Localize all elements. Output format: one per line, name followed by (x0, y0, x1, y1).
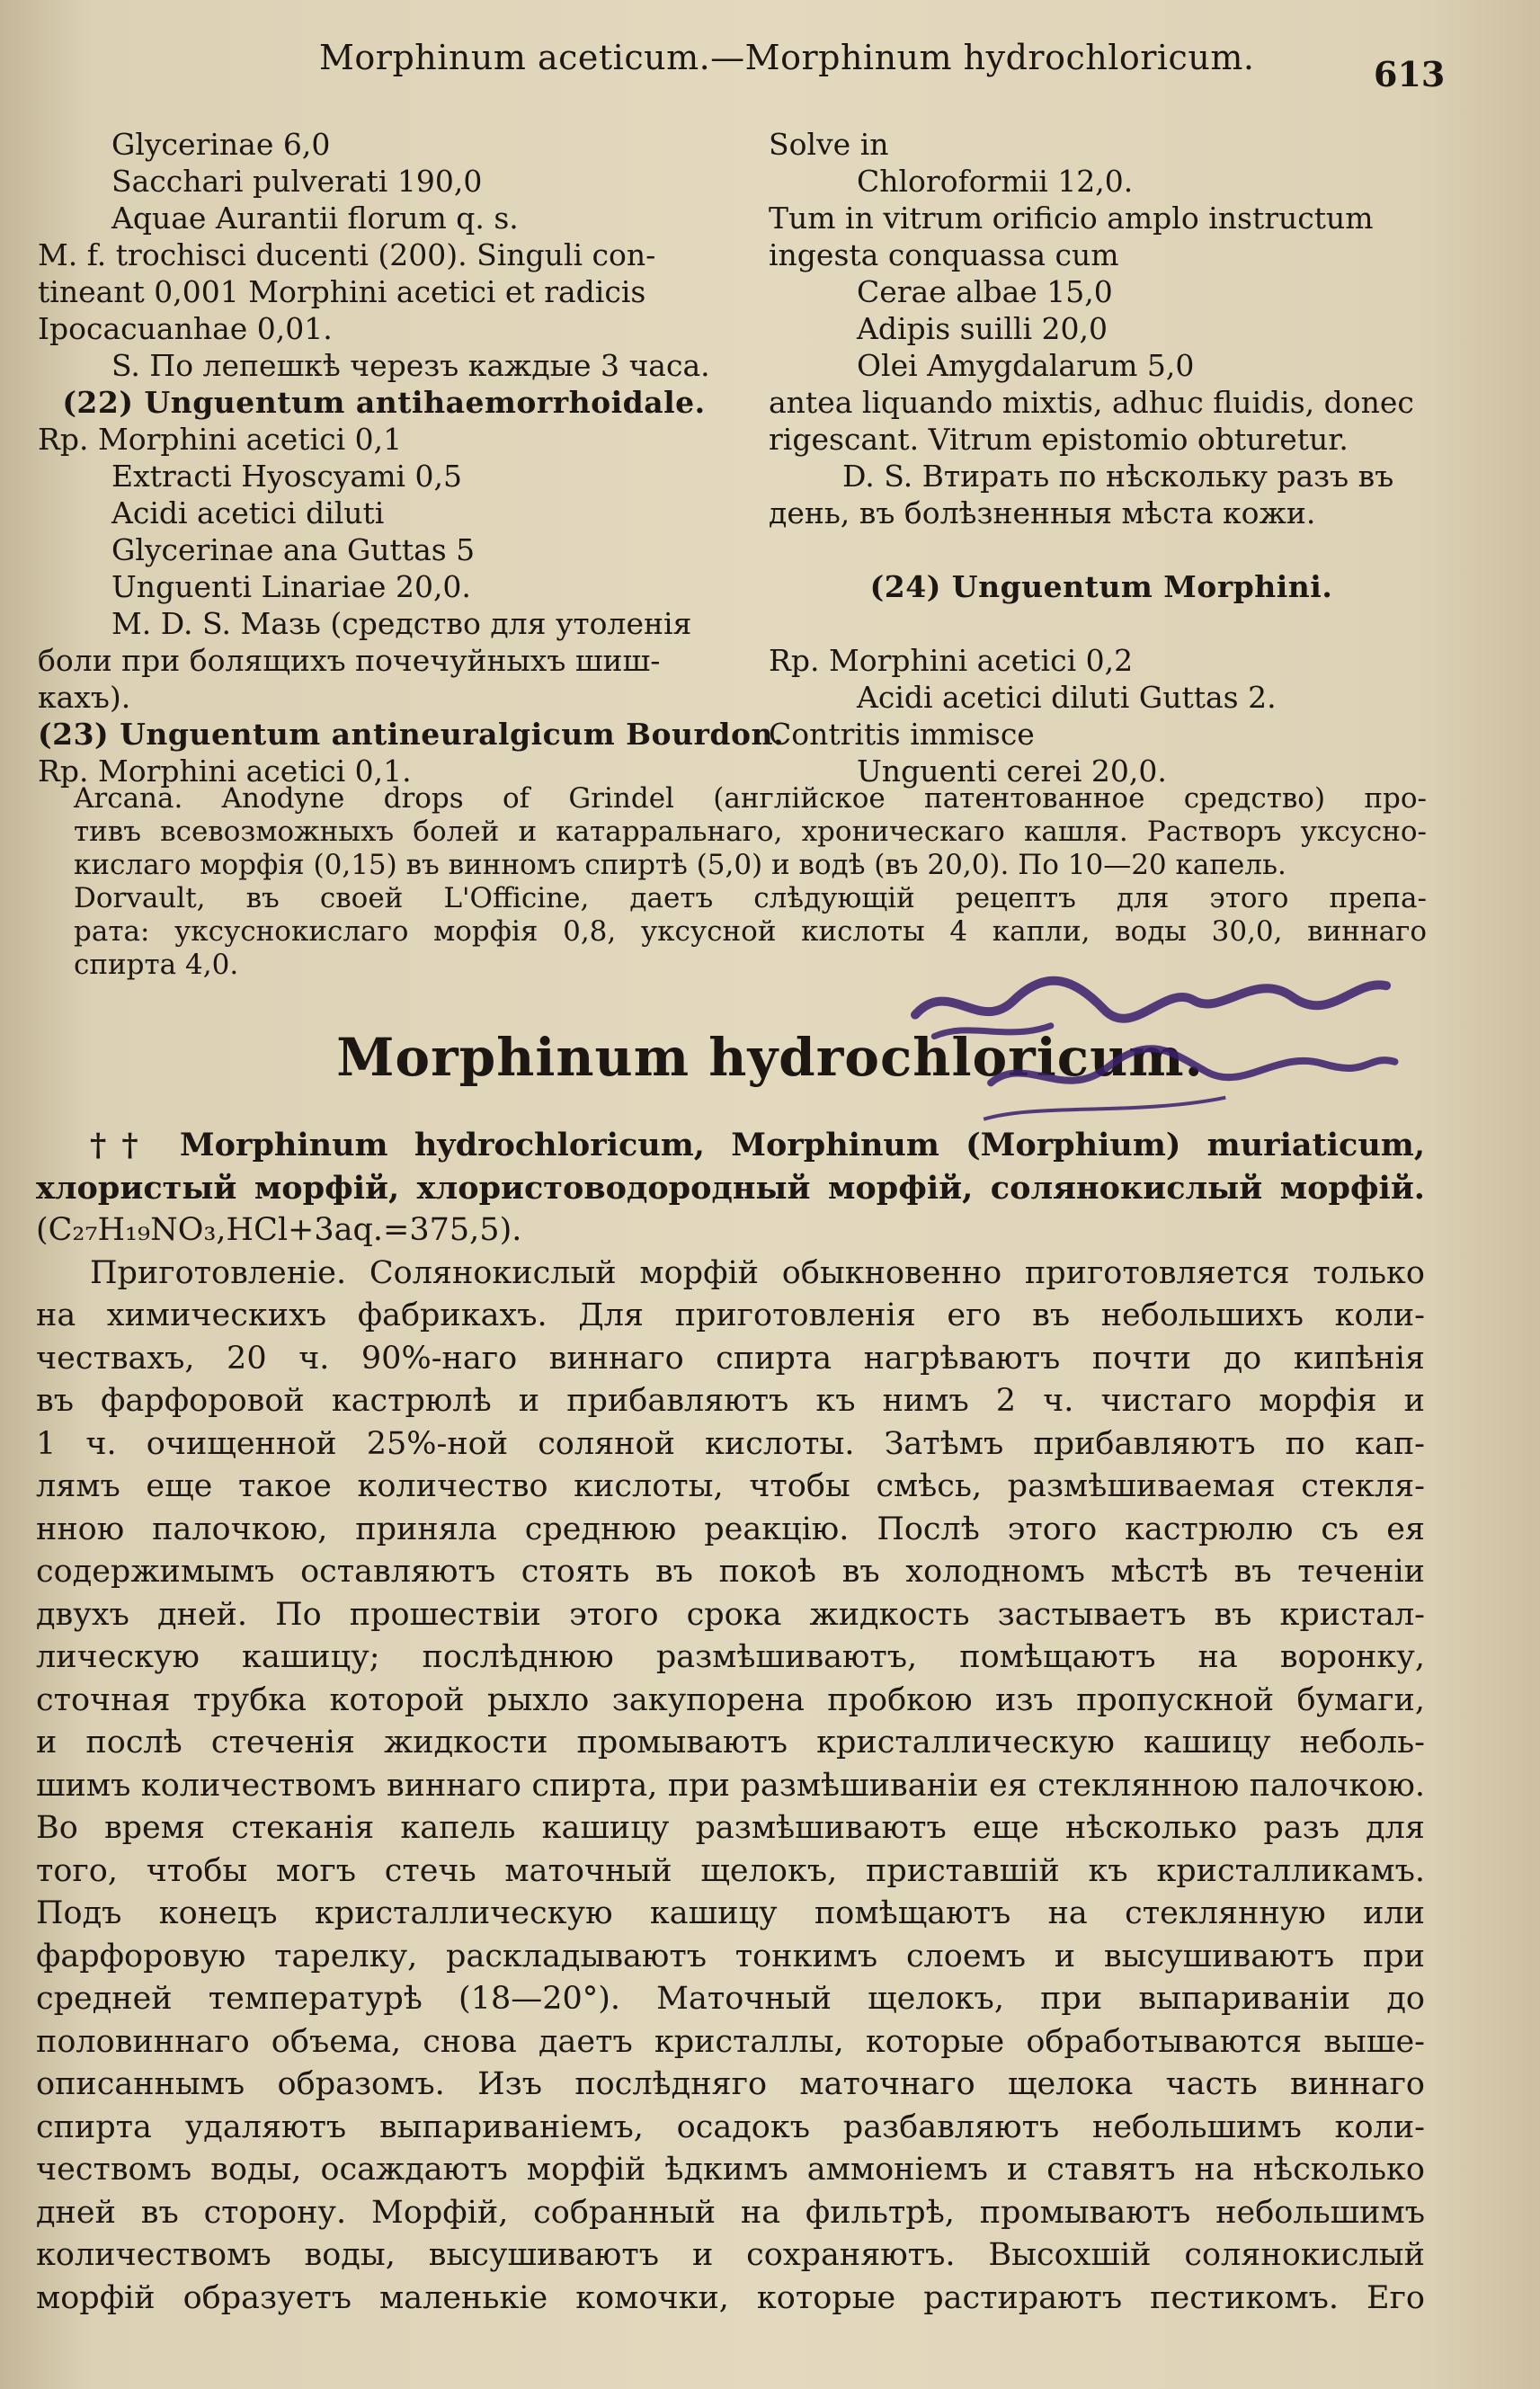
left_column-line: Aquae Aurantii florum q. s. (111, 201, 519, 236)
body-line: двухъ дней. По прошествіи этого срока жидкость застываетъ въ кристал- (36, 1596, 1425, 1633)
body-line: †† Morphinum hydrochloricum, Morphinum (Morphium) muriaticum, (90, 1127, 1425, 1163)
left_column-line: Unguenti Linariae 20,0. (111, 569, 471, 604)
right_column-line: Solve in (769, 127, 889, 162)
left_column-line: Ipocacuanhae 0,01. (38, 311, 333, 346)
body-line: Приготовленіе. Солянокислый морфій обыкновенно приготовляется только (90, 1254, 1425, 1291)
right_column-line: antea liquando mixtis, adhuc fluidis, donec (769, 385, 1414, 420)
right_column-line: день, въ болѣзненныя мѣста кожи. (769, 495, 1316, 530)
right_column-line: rigescant. Vitrum epistomio obturetur. (769, 422, 1349, 457)
body-line: хлористый морфій, хлористоводородный морфій, солянокислый морфій. (36, 1169, 1425, 1207)
right_column-line: Rp. Morphini acetici 0,2 (769, 643, 1134, 678)
body-line: Во время стеканія капель кашицу размѣшиваютъ еще нѣсколько разъ для (36, 1810, 1425, 1846)
left_column-line: M. D. S. Мазь (средство для утоленія (111, 606, 692, 641)
arcana-line: тивъ всевозможныхъ болей и катарральнаго, хроническаго кашля. Растворъ уксусно- (74, 816, 1427, 848)
body-line: лямъ еще такое количество кислоты, чтобы смѣсь, размѣшиваемая стекля- (36, 1468, 1425, 1504)
right_column-line (769, 605, 1434, 642)
right_column-line: Adipis suilli 20,0 (857, 311, 1108, 346)
body-line: половиннаго объема, снова даетъ кристаллы, которые обработываются выше- (36, 2023, 1425, 2060)
left_column-line: Glycerinae ana Guttas 5 (111, 532, 476, 567)
left_column-line: Acidi acetici diluti (111, 495, 385, 530)
body-line: въ фарфоровой кастрюлѣ и прибавляютъ къ нимъ 2 ч. чистаго морфія и (36, 1383, 1425, 1419)
page-number: 613 (1374, 54, 1446, 94)
body-line: спирта удаляютъ выпариваніемъ, осадокъ разбавляютъ небольшимъ коли- (36, 2108, 1425, 2145)
body-line: того, чтобы могъ стечь маточный щелокъ, приставшій къ кристалликамъ. (36, 1852, 1425, 1889)
left_column-line: (22) Unguentum antihaemorrhoidale. (62, 385, 706, 420)
left_column-line: (23) Unguentum antineuralgicum Bourdon. (38, 717, 784, 752)
right_column-line: Cerae albae 15,0 (857, 274, 1113, 309)
left_column-line: Rp. Morphini acetici 0,1. (38, 753, 412, 789)
body-line: описаннымъ образомъ. Изъ послѣдняго маточнаго щелока часть виннаго (36, 2066, 1425, 2102)
body-line: морфій образуетъ маленькіе комочки, которые растираютъ пестикомъ. Его (36, 2279, 1425, 2316)
right_column-line: Chloroformii 12,0. (857, 164, 1134, 199)
arcana-line: спирта 4,0. (74, 949, 239, 981)
body-line: 1 ч. очищенной 25%-ной соляной кислоты. Затѣмъ прибавляютъ по кап- (36, 1425, 1425, 1462)
body-line: лическую кашицу; послѣднюю размѣшиваютъ, помѣщаютъ на воронку, (36, 1639, 1425, 1675)
left-column (38, 126, 784, 789)
body-line: шимъ количествомъ виннаго спирта, при размѣшиваніи ея стеклянною палочкою. (36, 1767, 1425, 1804)
left_column-line: Sacchari pulverati 190,0 (111, 164, 483, 199)
right_column-line: ingesta conquassa cum (769, 237, 1119, 272)
left_column-line: Glycerinae 6,0 (111, 127, 331, 162)
left_column-line: Rp. Morphini acetici 0,1 (38, 422, 403, 457)
right-column (769, 126, 1434, 789)
right_column-line: Acidi acetici diluti Guttas 2. (857, 680, 1277, 715)
body-line: чествахъ, 20 ч. 90%-наго виннаго спирта нагрѣваютъ почти до кипѣнія (36, 1340, 1425, 1377)
arcana-line: Dorvault, въ своей L'Officine, даетъ слѣдующій рецептъ для этого препа- (74, 882, 1427, 914)
left_column-line: tineant 0,001 Morphini acetici et radicis (38, 274, 646, 309)
body-line: сточная трубка которой рыхло закупорена пробкою изъ пропускной бумаги, (36, 1681, 1425, 1718)
arcana-line: рата: уксуснокислаго морфія 0,8, уксусной кислоты 4 капли, воды 30,0, виннаго (74, 915, 1427, 948)
body-text (36, 1124, 1425, 2320)
arcana-line: Arcana. Anodyne drops of Grindel (англійское патентованное средство) про- (74, 782, 1427, 815)
body-line: чествомъ воды, осаждаютъ морфій ѣдкимъ аммоніемъ и ставятъ на нѣсколько (36, 2152, 1425, 2188)
body-line: и послѣ стеченія жидкости промываютъ кристаллическую кашицу неболь- (36, 1725, 1425, 1761)
body-line: нною палочкою, приняла среднюю реакцію. Послѣ этого кастрюлю съ ея (36, 1511, 1425, 1547)
right_column-line: Unguenti cerei 20,0. (857, 753, 1167, 789)
right_column-line: Olei Amygdalarum 5,0 (857, 348, 1195, 383)
right_column-line: Tum in vitrum orificio amplo instructum (769, 201, 1374, 236)
arcana-line: кислаго морфія (0,15) въ винномъ спиртѣ (5,0) и водѣ (въ 20,0). По 10—20 капель. (74, 849, 1286, 881)
body-line: на химическихъ фабрикахъ. Для приготовленія его въ небольшихъ коли- (36, 1297, 1425, 1333)
body-line: средней температурѣ (18—20°). Маточный щелокъ, при выпариваніи до (36, 1981, 1425, 2017)
body-line: количествомъ воды, высушиваютъ и сохраняютъ. Высохшій солянокислый (36, 2237, 1425, 2273)
left_column-line: Extracti Hyoscyami 0,5 (111, 459, 463, 494)
library-stamp (894, 927, 1407, 1160)
running-head: Morphinum aceticum.—Morphinum hydrochloricum. (319, 38, 1255, 77)
body-line: Подъ конецъ кристаллическую кашицу помѣщаютъ на стеклянную или (36, 1895, 1425, 1931)
right_column-line (769, 531, 1434, 568)
left_column-line: S. По лепешкѣ черезъ каждые 3 часа. (111, 348, 710, 383)
body-line: (C₂₇H₁₉NO₃,HCl+3aq.=375,5). (36, 1212, 522, 1248)
body-line: содержимымъ оставляютъ стоять въ покоѣ въ холодномъ мѣстѣ въ теченіи (36, 1554, 1425, 1590)
right_column-line: D. S. Втирать по нѣскольку разъ въ (842, 459, 1394, 494)
left_column-line: M. f. trochisci ducenti (200). Singuli con- (38, 237, 656, 272)
right_column-line: Contritis immisce (769, 717, 1035, 752)
right_column-line: (24) Unguentum Morphini. (869, 569, 1333, 604)
left_column-line: боли при болящихъ почечуйныхъ шиш- (38, 643, 661, 678)
left_column-line: кахъ). (38, 680, 131, 715)
body-line: фарфоровую тарелку, раскладываютъ тонкимъ слоемъ и высушиваютъ при (36, 1938, 1425, 1974)
section-heading: Morphinum hydrochloricum. (336, 1027, 1204, 1088)
body-line: дней въ сторону. Морфій, собранный на фильтрѣ, промываютъ небольшимъ (36, 2194, 1425, 2231)
